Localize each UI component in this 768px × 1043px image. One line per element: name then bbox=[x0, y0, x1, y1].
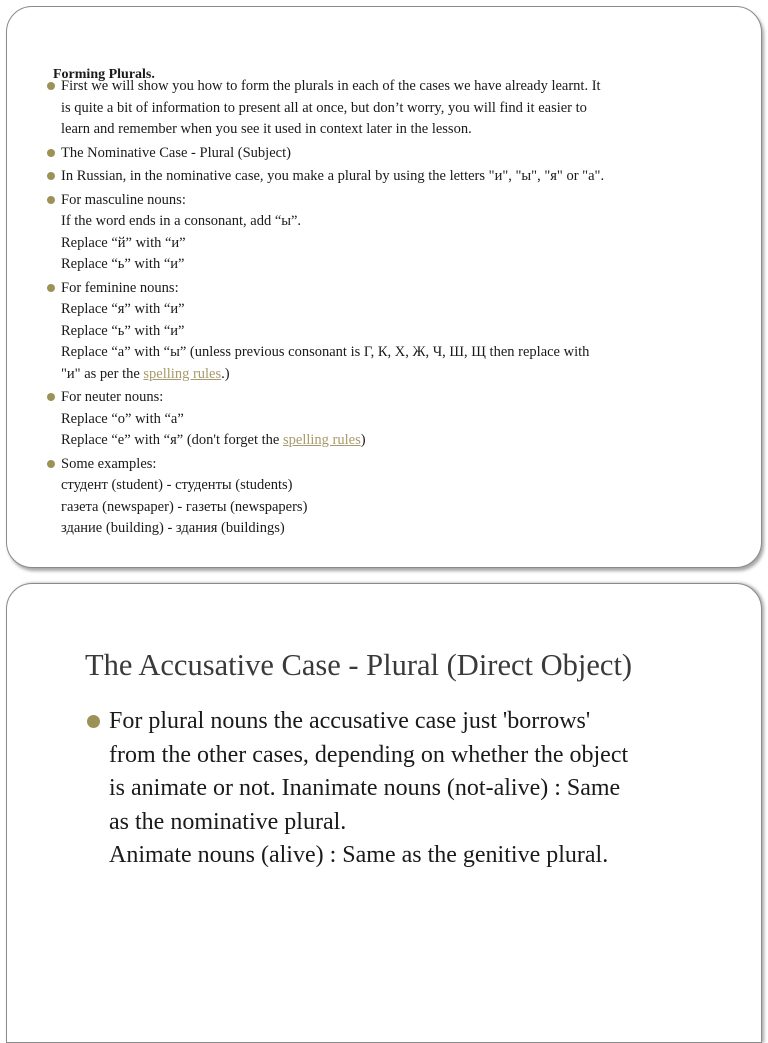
slide-title: Forming Plurals. bbox=[53, 67, 155, 82]
list-item: Some examples: студент (student) - студенты (students) газета (newspaper) - газеты (newspapers) здание (building) - здания (buildings) bbox=[47, 454, 727, 540]
bullet-icon bbox=[47, 284, 55, 292]
bullet-list bbox=[47, 76, 727, 542]
bullet-icon bbox=[47, 393, 55, 401]
bullet-icon bbox=[47, 149, 55, 157]
spelling-rules-link[interactable]: spelling rules bbox=[143, 365, 222, 382]
list-item: In Russian, in the nominative case, you make a plural by using the letters "и", "ы", "я" or "а". bbox=[47, 166, 727, 188]
list-item: The Nominative Case - Plural (Subject) bbox=[47, 143, 727, 165]
bullet-icon bbox=[87, 715, 100, 728]
line-with-link: "и" as per the spelling rules.) bbox=[61, 365, 230, 382]
line-with-link: Replace “е” with “я” (don't forget the spelling rules) bbox=[61, 432, 366, 448]
list-item: First we will show you how to form the plurals in each of the cases we have already learnt. It is quite a bit of information to present all at once, but don’t worry, you will find it easier to learn and remember when you see it used in context later in the lesson. bbox=[47, 76, 727, 141]
list-item: For feminine nouns: Replace “я” with “и” Replace “ь” with “и” Replace “а” with “ы” (unless previous consonant is Г, К, Х, Ж, Ч, Ш, Щ then replace with "и" as per the spelling rules.) bbox=[47, 278, 727, 386]
bullet-icon bbox=[47, 460, 55, 468]
bullet-list bbox=[87, 705, 727, 873]
slide-accusative-plural bbox=[6, 583, 762, 1043]
list-item: For neuter nouns: Replace “о” with “а” Replace “е” with “я” (don't forget the spelling rules) bbox=[47, 387, 727, 452]
bullet-icon bbox=[47, 82, 55, 90]
bullet-icon bbox=[47, 196, 55, 204]
list-item: For masculine nouns: If the word ends in a consonant, add “ы”. Replace “й” with “и” Replace “ь” with “и” bbox=[47, 190, 727, 276]
bullet-icon bbox=[47, 172, 55, 180]
slide-title: The Accusative Case - Plural (Direct Object) bbox=[85, 648, 633, 682]
slide-forming-plurals bbox=[6, 6, 762, 568]
spelling-rules-link[interactable]: spelling rules bbox=[283, 432, 361, 448]
list-item: For plural nouns the accusative case just 'borrows' from the other cases, depending on whether the object is animate or not. Inanimate nouns (not-alive) : Same as the nominative plural. Animate nouns (alive) : Same as the genitive plural. bbox=[87, 705, 727, 873]
